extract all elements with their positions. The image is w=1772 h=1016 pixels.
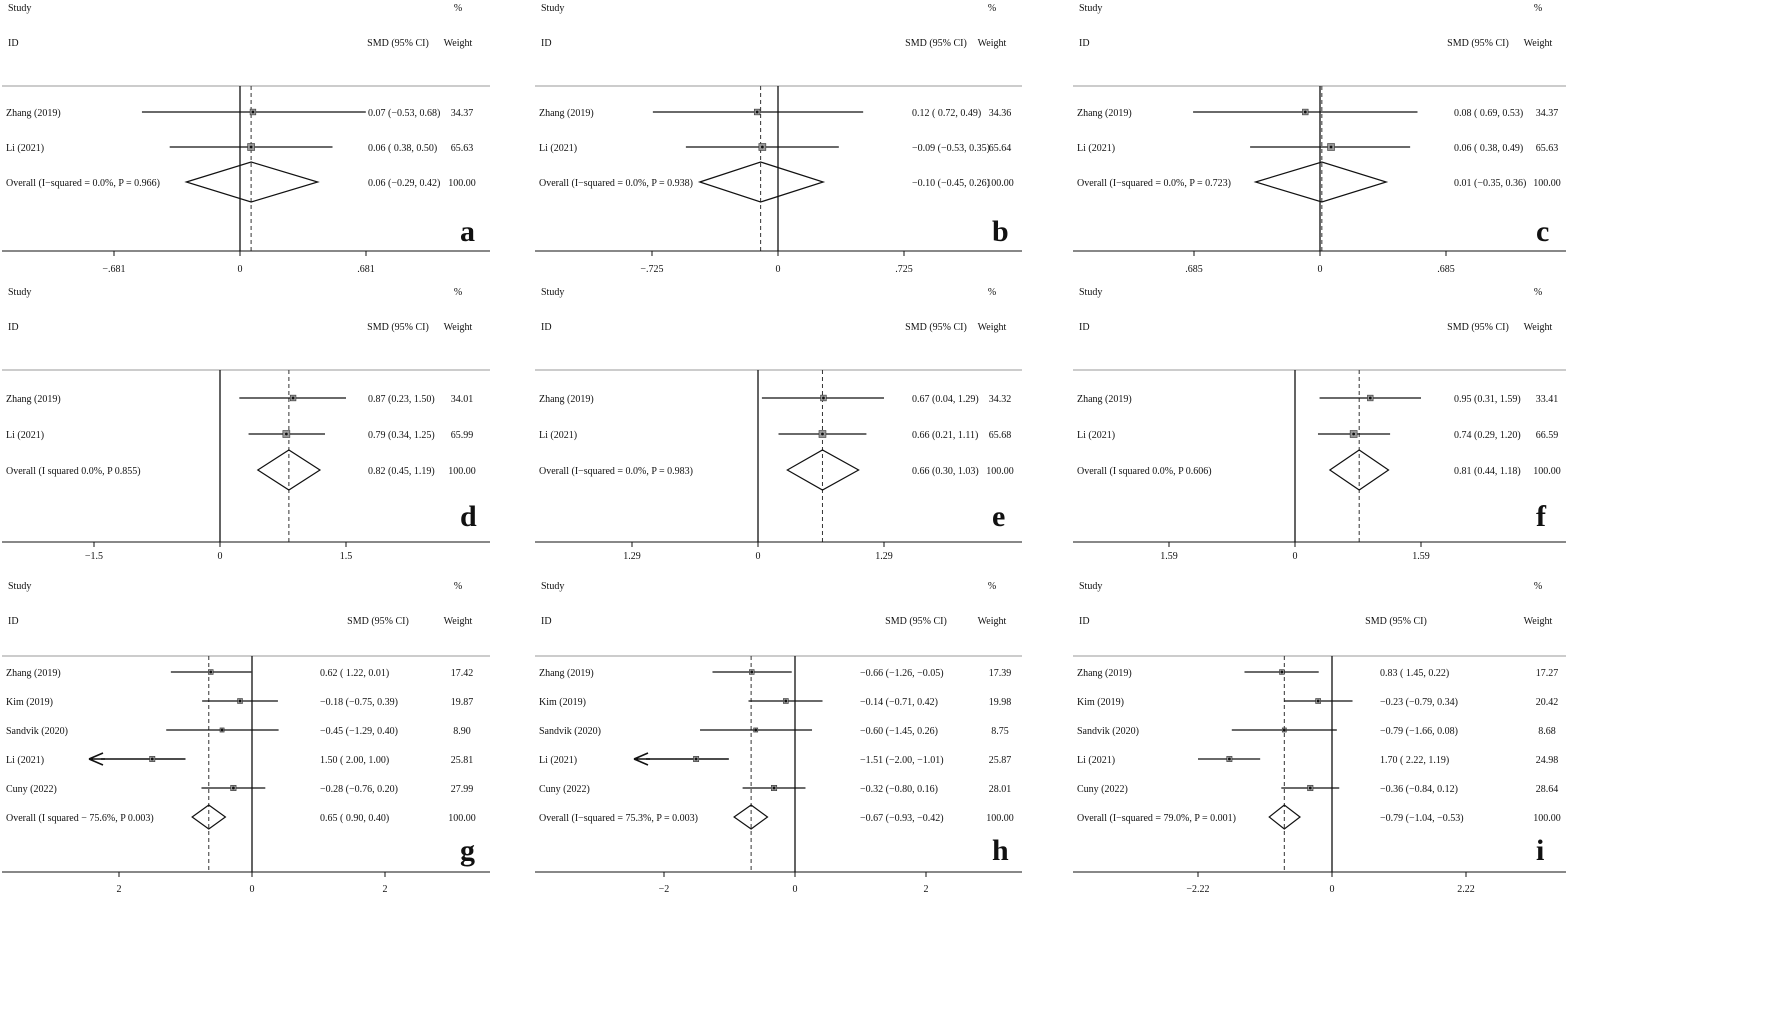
header-smd: SMD (95% CI) <box>1447 38 1509 49</box>
header-id: ID <box>541 38 552 49</box>
overall-label: Overall (I−squared = 0.0%, P = 0.966) <box>6 178 161 189</box>
weight-text: 28.64 <box>1535 784 1559 795</box>
weight-text: 17.42 <box>450 668 474 679</box>
point-estimate-dot <box>821 433 824 436</box>
weight-text: 17.27 <box>1535 668 1559 679</box>
ci-text: −0.60 (−1.45, 0.26) <box>860 726 938 737</box>
study-label: Li (2021) <box>6 755 45 766</box>
overall-ci-text: 0.81 (0.44, 1.18) <box>1454 466 1521 477</box>
study-label: Zhang (2019) <box>539 668 594 679</box>
weight-text: 65.63 <box>1535 143 1559 154</box>
study-label: Sandvik (2020) <box>6 726 68 737</box>
header-id: ID <box>8 616 19 627</box>
forest-plot-c <box>1073 3 1566 275</box>
header-study: Study <box>1079 287 1103 298</box>
header-id: ID <box>8 38 19 49</box>
header-study: Study <box>8 287 32 298</box>
ci-text: 0.66 (0.21, 1.11) <box>912 430 979 441</box>
study-label: Kim (2019) <box>1077 697 1124 708</box>
weight-text: 34.36 <box>988 108 1012 119</box>
point-estimate-dot <box>773 787 776 790</box>
point-estimate-dot <box>1352 433 1355 436</box>
panel-letter: g <box>460 834 475 867</box>
header-study: Study <box>541 581 565 592</box>
overall-label: Overall (I−squared = 79.0%, P = 0.001) <box>1077 813 1237 824</box>
forest-plot-a <box>2 3 490 275</box>
study-label: Zhang (2019) <box>1077 108 1132 119</box>
study-label: Li (2021) <box>6 430 45 441</box>
header-smd: SMD (95% CI) <box>367 322 429 333</box>
weight-text: 65.99 <box>450 430 474 441</box>
forest-plot-i <box>1073 581 1566 895</box>
ci-text: −0.28 (−0.76, 0.20) <box>320 784 398 795</box>
ci-text: 0.67 (0.04, 1.29) <box>912 394 979 405</box>
x-tick-label: 2 <box>923 884 929 895</box>
header-study: Study <box>1079 581 1103 592</box>
ci-text: 0.06 ( 0.38, 0.50) <box>368 143 438 154</box>
point-estimate-dot <box>1228 758 1231 761</box>
ci-text: −0.23 (−0.79, 0.34) <box>1380 697 1458 708</box>
overall-label: Overall (I−squared = 0.0%, P = 0.723) <box>1077 178 1232 189</box>
overall-weight: 100.00 <box>986 466 1014 477</box>
weight-text: 25.87 <box>988 755 1012 766</box>
header-id: ID <box>8 322 19 333</box>
point-estimate-dot <box>252 111 255 114</box>
point-estimate-dot <box>232 787 235 790</box>
header-smd: SMD (95% CI) <box>905 322 967 333</box>
x-tick-label: −.725 <box>640 264 664 275</box>
header-percent: % <box>987 287 997 298</box>
weight-text: 20.42 <box>1535 697 1559 708</box>
forest-plot-h <box>535 581 1022 895</box>
header-percent: % <box>1533 3 1543 14</box>
overall-label: Overall (I squared − 75.6%, P 0.003) <box>6 813 154 824</box>
weight-text: 65.64 <box>988 143 1012 154</box>
panel-letter: e <box>992 500 1006 533</box>
x-tick-label: 2 <box>116 884 122 895</box>
panel-letter: a <box>460 215 475 248</box>
x-tick-label: 0 <box>792 884 798 895</box>
x-tick-label: 2.22 <box>1457 884 1475 895</box>
x-tick-label: 0 <box>237 264 243 275</box>
x-tick-label: −1.5 <box>84 551 104 562</box>
forest-plot-d <box>2 287 490 562</box>
weight-text: 8.90 <box>453 726 471 737</box>
header-smd: SMD (95% CI) <box>1365 616 1427 627</box>
weight-text: 34.32 <box>988 394 1012 405</box>
panel-letter: h <box>992 834 1009 867</box>
point-estimate-dot <box>784 700 787 703</box>
overall-label: Overall (I squared 0.0%, P 0.855) <box>6 466 141 477</box>
overall-weight: 100.00 <box>1533 813 1561 824</box>
header-study: Study <box>1079 3 1103 14</box>
x-tick-label: .685 <box>1185 264 1203 275</box>
header-weight: Weight <box>443 38 473 49</box>
study-label: Li (2021) <box>1077 430 1116 441</box>
weight-text: 66.59 <box>1535 430 1559 441</box>
x-tick-label: 0 <box>1292 551 1298 562</box>
header-weight: Weight <box>443 322 473 333</box>
point-estimate-dot <box>756 111 759 114</box>
study-label: Cuny (2022) <box>539 784 590 795</box>
point-estimate-dot <box>1317 700 1320 703</box>
x-tick-label: 1.5 <box>339 551 353 562</box>
overall-label: Overall (I−squared = 0.0%, P = 0.938) <box>539 178 694 189</box>
overall-weight: 100.00 <box>986 813 1014 824</box>
x-tick-label: 1.59 <box>1160 551 1178 562</box>
overall-ci-text: −0.79 (−1.04, −0.53) <box>1380 813 1464 824</box>
overall-weight: 100.00 <box>448 466 476 477</box>
ci-text: −1.51 (−2.00, −1.01) <box>860 755 944 766</box>
overall-diamond <box>186 162 317 202</box>
overall-weight: 100.00 <box>448 178 476 189</box>
weight-text: 33.41 <box>1535 394 1559 405</box>
overall-label: Overall (I−squared = 75.3%, P = 0.003) <box>539 813 699 824</box>
header-smd: SMD (95% CI) <box>1447 322 1509 333</box>
weight-text: 8.68 <box>1538 726 1556 737</box>
point-estimate-dot <box>1304 111 1307 114</box>
ci-text: 0.62 ( 1.22, 0.01) <box>320 668 390 679</box>
ci-text: 0.95 (0.31, 1.59) <box>1454 394 1521 405</box>
header-id: ID <box>1079 322 1090 333</box>
header-id: ID <box>541 322 552 333</box>
point-estimate-dot <box>695 758 698 761</box>
weight-text: 28.01 <box>988 784 1012 795</box>
x-tick-label: 0 <box>1329 884 1335 895</box>
weight-text: 34.37 <box>1535 108 1559 119</box>
header-id: ID <box>1079 616 1090 627</box>
overall-ci-text: 0.06 (−0.29, 0.42) <box>368 178 441 189</box>
weight-text: 19.87 <box>450 697 474 708</box>
header-percent: % <box>453 581 463 592</box>
ci-text: −0.36 (−0.84, 0.12) <box>1380 784 1458 795</box>
point-estimate-dot <box>285 433 288 436</box>
study-label: Li (2021) <box>1077 755 1116 766</box>
header-percent: % <box>1533 287 1543 298</box>
study-label: Sandvik (2020) <box>1077 726 1139 737</box>
header-weight: Weight <box>443 616 473 627</box>
overall-label: Overall (I squared 0.0%, P 0.606) <box>1077 466 1212 477</box>
forest-plot-f <box>1073 287 1566 562</box>
panel-letter: d <box>460 500 477 533</box>
x-tick-label: 0 <box>775 264 781 275</box>
header-percent: % <box>987 581 997 592</box>
ci-text: 0.79 (0.34, 1.25) <box>368 430 435 441</box>
x-tick-label: 1.29 <box>623 551 641 562</box>
weight-text: 27.99 <box>450 784 474 795</box>
ci-text: −0.45 (−1.29, 0.40) <box>320 726 398 737</box>
point-estimate-dot <box>209 671 212 674</box>
weight-text: 17.39 <box>988 668 1012 679</box>
weight-text: 65.68 <box>988 430 1012 441</box>
weight-text: 34.37 <box>450 108 474 119</box>
ci-text: 1.70 ( 2.22, 1.19) <box>1380 755 1450 766</box>
header-study: Study <box>8 3 32 14</box>
study-label: Cuny (2022) <box>1077 784 1128 795</box>
forest-plot-b <box>535 3 1022 275</box>
study-label: Kim (2019) <box>539 697 586 708</box>
header-weight: Weight <box>977 38 1007 49</box>
x-tick-label: 0 <box>755 551 761 562</box>
study-label: Li (2021) <box>539 430 578 441</box>
header-weight: Weight <box>1523 616 1553 627</box>
header-smd: SMD (95% CI) <box>367 38 429 49</box>
overall-ci-text: 0.66 (0.30, 1.03) <box>912 466 979 477</box>
x-tick-label: 0 <box>249 884 255 895</box>
point-estimate-dot <box>1369 397 1372 400</box>
ci-text: 0.74 (0.29, 1.20) <box>1454 430 1521 441</box>
ci-text: 1.50 ( 2.00, 1.00) <box>320 755 390 766</box>
truncation-arrow <box>89 753 105 765</box>
x-tick-label: 1.29 <box>875 551 893 562</box>
panel-letter: f <box>1536 500 1546 533</box>
header-study: Study <box>8 581 32 592</box>
weight-text: 34.01 <box>450 394 474 405</box>
header-smd: SMD (95% CI) <box>885 616 947 627</box>
forest-plot-e <box>535 287 1022 562</box>
study-label: Kim (2019) <box>6 697 53 708</box>
point-estimate-dot <box>239 700 242 703</box>
point-estimate-dot <box>822 397 825 400</box>
ci-text: −0.14 (−0.71, 0.42) <box>860 697 938 708</box>
weight-text: 19.98 <box>988 697 1012 708</box>
overall-ci-text: 0.01 (−0.35, 0.36) <box>1454 178 1527 189</box>
overall-ci-text: 0.82 (0.45, 1.19) <box>368 466 435 477</box>
overall-ci-text: −0.10 (−0.45, 0.26) <box>912 178 990 189</box>
header-smd: SMD (95% CI) <box>905 38 967 49</box>
study-label: Zhang (2019) <box>6 108 61 119</box>
weight-text: 25.81 <box>450 755 474 766</box>
panel-letter: b <box>992 215 1009 248</box>
point-estimate-dot <box>151 758 154 761</box>
overall-ci-text: −0.67 (−0.93, −0.42) <box>860 813 944 824</box>
header-weight: Weight <box>977 322 1007 333</box>
x-tick-label: 2 <box>382 884 388 895</box>
study-label: Li (2021) <box>1077 143 1116 154</box>
ci-text: −0.66 (−1.26, −0.05) <box>860 668 944 679</box>
study-label: Sandvik (2020) <box>539 726 601 737</box>
study-label: Zhang (2019) <box>539 394 594 405</box>
study-label: Li (2021) <box>539 143 578 154</box>
header-weight: Weight <box>1523 322 1553 333</box>
overall-weight: 100.00 <box>448 813 476 824</box>
point-estimate-dot <box>221 729 224 732</box>
x-tick-label: −.681 <box>102 264 126 275</box>
x-tick-label: 0 <box>1317 264 1323 275</box>
x-tick-label: .681 <box>357 264 375 275</box>
ci-text: 0.87 (0.23, 1.50) <box>368 394 435 405</box>
overall-label: Overall (I−squared = 0.0%, P = 0.983) <box>539 466 694 477</box>
header-study: Study <box>541 287 565 298</box>
study-label: Zhang (2019) <box>1077 668 1132 679</box>
truncation-arrow <box>634 753 650 765</box>
header-smd: SMD (95% CI) <box>347 616 409 627</box>
x-tick-label: −2 <box>658 884 670 895</box>
header-percent: % <box>987 3 997 14</box>
ci-text: 0.06 ( 0.38, 0.49) <box>1454 143 1524 154</box>
study-label: Li (2021) <box>539 755 578 766</box>
header-weight: Weight <box>977 616 1007 627</box>
forest-plot-g <box>2 581 490 895</box>
point-estimate-dot <box>1330 146 1333 149</box>
weight-text: 8.75 <box>991 726 1009 737</box>
point-estimate-dot <box>292 397 295 400</box>
point-estimate-dot <box>1281 671 1284 674</box>
overall-weight: 100.00 <box>1533 178 1561 189</box>
study-label: Li (2021) <box>6 143 45 154</box>
header-id: ID <box>1079 38 1090 49</box>
header-id: ID <box>541 616 552 627</box>
ci-text: 0.07 (−0.53, 0.68) <box>368 108 441 119</box>
point-estimate-dot <box>1283 729 1286 732</box>
ci-text: −0.09 (−0.53, 0.35) <box>912 143 990 154</box>
overall-ci-text: 0.65 ( 0.90, 0.40) <box>320 813 390 824</box>
ci-text: −0.79 (−1.66, 0.08) <box>1380 726 1458 737</box>
overall-diamond <box>1256 162 1387 202</box>
x-tick-label: 0 <box>217 551 223 562</box>
study-label: Zhang (2019) <box>1077 394 1132 405</box>
panel-letter: i <box>1536 834 1545 867</box>
header-percent: % <box>453 3 463 14</box>
ci-text: −0.32 (−0.80, 0.16) <box>860 784 938 795</box>
overall-weight: 100.00 <box>986 178 1014 189</box>
panel-letter: c <box>1536 215 1550 248</box>
study-label: Zhang (2019) <box>539 108 594 119</box>
study-label: Zhang (2019) <box>6 394 61 405</box>
x-tick-label: 1.59 <box>1412 551 1430 562</box>
point-estimate-dot <box>750 671 753 674</box>
x-tick-label: −2.22 <box>1186 884 1210 895</box>
ci-text: 0.83 ( 1.45, 0.22) <box>1380 668 1450 679</box>
ci-text: −0.18 (−0.75, 0.39) <box>320 697 398 708</box>
study-label: Cuny (2022) <box>6 784 57 795</box>
weight-text: 65.63 <box>450 143 474 154</box>
header-weight: Weight <box>1523 38 1553 49</box>
point-estimate-dot <box>761 146 764 149</box>
point-estimate-dot <box>1309 787 1312 790</box>
x-tick-label: .725 <box>895 264 913 275</box>
study-label: Zhang (2019) <box>6 668 61 679</box>
ci-text: 0.08 ( 0.69, 0.53) <box>1454 108 1524 119</box>
overall-diamond <box>700 162 823 202</box>
header-percent: % <box>453 287 463 298</box>
ci-text: 0.12 ( 0.72, 0.49) <box>912 108 982 119</box>
header-percent: % <box>1533 581 1543 592</box>
overall-weight: 100.00 <box>1533 466 1561 477</box>
point-estimate-dot <box>754 729 757 732</box>
point-estimate-dot <box>250 146 253 149</box>
weight-text: 24.98 <box>1535 755 1559 766</box>
header-study: Study <box>541 3 565 14</box>
x-tick-label: .685 <box>1437 264 1455 275</box>
